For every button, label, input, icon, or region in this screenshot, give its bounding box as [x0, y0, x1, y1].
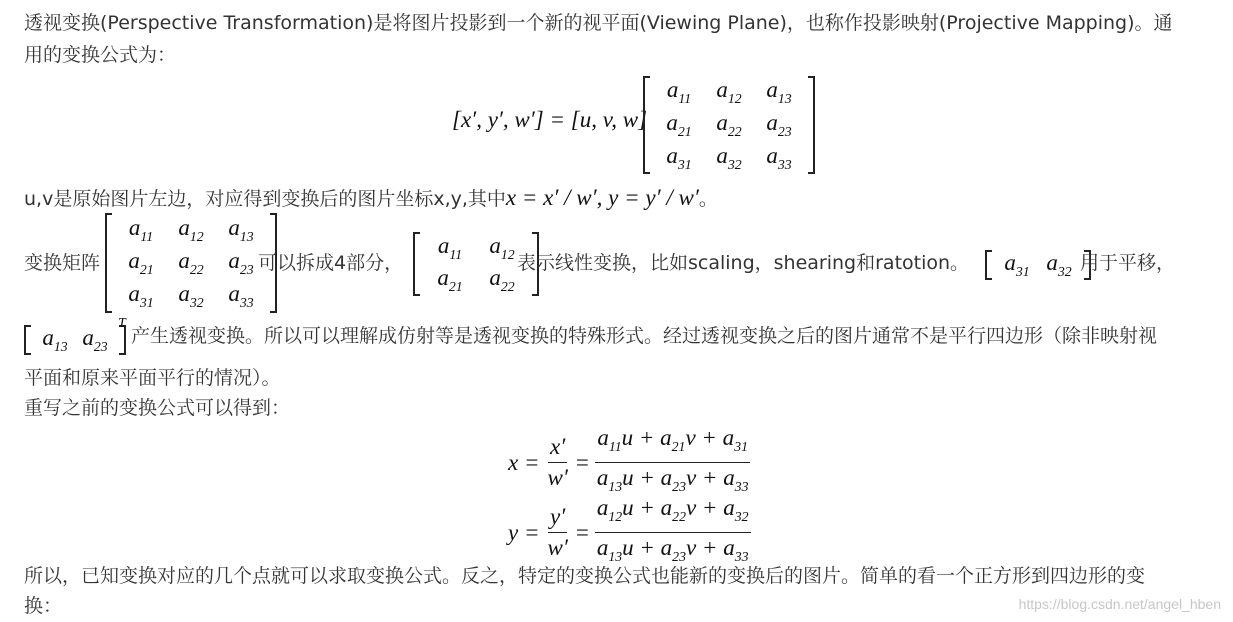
- matrix-entry-a22: $a_{22}$: [489, 265, 515, 295]
- eqx-num2: $a_{11}u + a_{21}v + a_{31}$: [595, 423, 750, 463]
- eqy-num2: $a_{12}u + a_{22}v + a_{32}$: [595, 493, 751, 533]
- conclusion-line-1: 所以，已知变换对应的几个点就可以求取变换公式。反之，特定的变换公式也能新的变换后的图片。简单的看一个正方形到四边形的变: [24, 565, 1146, 587]
- conclusion-line-2: 换：: [24, 595, 63, 617]
- matrix-entry-a21: $a_{21}$: [128, 248, 154, 278]
- matrix-entry-a11: $a_{11}$: [128, 214, 154, 244]
- matrix-entry-a21: $a_{21}$: [437, 265, 463, 295]
- coords-end: 。: [698, 188, 718, 210]
- eqx-lhs: x =: [508, 449, 540, 475]
- matrix-entry-a13: $a_{13}$: [42, 325, 68, 355]
- matrix-entry-a12: $a_{12}$: [178, 214, 204, 244]
- split-text: 可以拆成4部分，: [258, 252, 404, 274]
- matrix-entry-a23: $a_{23}$: [228, 248, 254, 278]
- eqy-den2: $a_{13}u + a_{23}v + a_{33}$: [596, 535, 749, 564]
- matrix-entry-a22: $a_{22}$: [178, 248, 204, 278]
- equation-lhs: [x′, y′, w′] = [u, v, w]: [452, 107, 648, 132]
- perspective-text-line-2: 平面和原来平面平行的情况）。: [24, 367, 281, 389]
- paragraph-intro-line-1: 透视变换(Perspective Transformation)是将图片投影到一个新的视平面(Viewing Plane)，也称作投影映射(Projective Mapping)。通: [24, 12, 1173, 34]
- matrix-entry-a22: $a_{22}$: [716, 110, 742, 140]
- matrix-entry-a21: $a_{21}$: [666, 110, 692, 140]
- matrix-entry-a31: $a_{31}$: [128, 281, 154, 311]
- matrix-entry-a12: $a_{12}$: [489, 233, 515, 263]
- rewrite-intro: 重写之前的变换公式可以得到：: [24, 397, 291, 419]
- matrix-entry-a32: $a_{32}$: [716, 142, 742, 172]
- transpose-mark: T: [118, 316, 126, 331]
- vector-translation: [985, 250, 1091, 280]
- linear-text: 表示线性变换，比如scaling，shearing和ratotion。: [517, 252, 970, 274]
- perspective-text: 产生透视变换。所以可以理解成仿射等是透视变换的特殊形式。经过透视变换之后的图片通常不是平行四边形（除非映射视: [131, 325, 1158, 347]
- eqy-lhs: y =: [508, 519, 540, 545]
- matrix-entry-a13: $a_{13}$: [766, 77, 792, 107]
- coords-math: x = x′ / w′, y = y′ / w′: [505, 185, 699, 210]
- matrix-entry-a11: $a_{11}$: [666, 77, 692, 107]
- matrix-entry-a31: $a_{31}$: [666, 142, 692, 172]
- matrix-entry-a13: $a_{13}$: [228, 214, 254, 244]
- matrix-entry-a33: $a_{33}$: [766, 142, 792, 172]
- eqx-num1: x′: [548, 432, 567, 463]
- equation-x: x = $\frac{x'}{w'}$ = $\frac{a_{11}u + a_{21}v + a_{31}}{a_{13}u + a_{23}v + a_{33}}$: [508, 423, 751, 502]
- watermark: https://blog.csdn.net/angel_hben: [1018, 596, 1221, 612]
- translation-text: 用于平移，: [1080, 252, 1176, 274]
- paragraph-intro-line-2: 用的变换公式为：: [24, 44, 177, 66]
- matrix-entry-a23: $a_{23}$: [766, 110, 792, 140]
- eqx-den2: $a_{13}u + a_{23}v + a_{33}$: [596, 465, 749, 494]
- matrix-entry-a12: $a_{12}$: [716, 77, 742, 107]
- matrix-entry-a33: $a_{33}$: [228, 281, 254, 311]
- equation-y: y = $\frac{y'}{w'}$ = $\frac{a_{12}u + a_{22}v + a_{32}}{a_{13}u + a_{23}v + a_{33}}$: [508, 493, 751, 572]
- vector-perspective: [24, 325, 126, 355]
- paragraph-coords: [24, 184, 718, 213]
- coords-text: u,v是原始图片左边，对应得到变换后的图片坐标x,y,其中: [24, 188, 506, 210]
- matrix-3x3-split: [105, 213, 277, 313]
- eqy-num1: y′: [548, 502, 567, 533]
- matrix-entry-a31: $a_{31}$: [1004, 250, 1030, 280]
- matrix-entry-a32: $a_{32}$: [1046, 250, 1072, 280]
- matrix-3x3-main: [643, 76, 815, 174]
- eqy-den1: w′: [547, 535, 568, 560]
- matrix-intro-label: 变换矩阵: [24, 252, 101, 274]
- eqx-den1: w′: [547, 465, 568, 490]
- matrix-entry-a11: $a_{11}$: [437, 233, 463, 263]
- matrix-entry-a23: $a_{23}$: [82, 325, 108, 355]
- matrix-entry-a32: $a_{32}$: [178, 281, 204, 311]
